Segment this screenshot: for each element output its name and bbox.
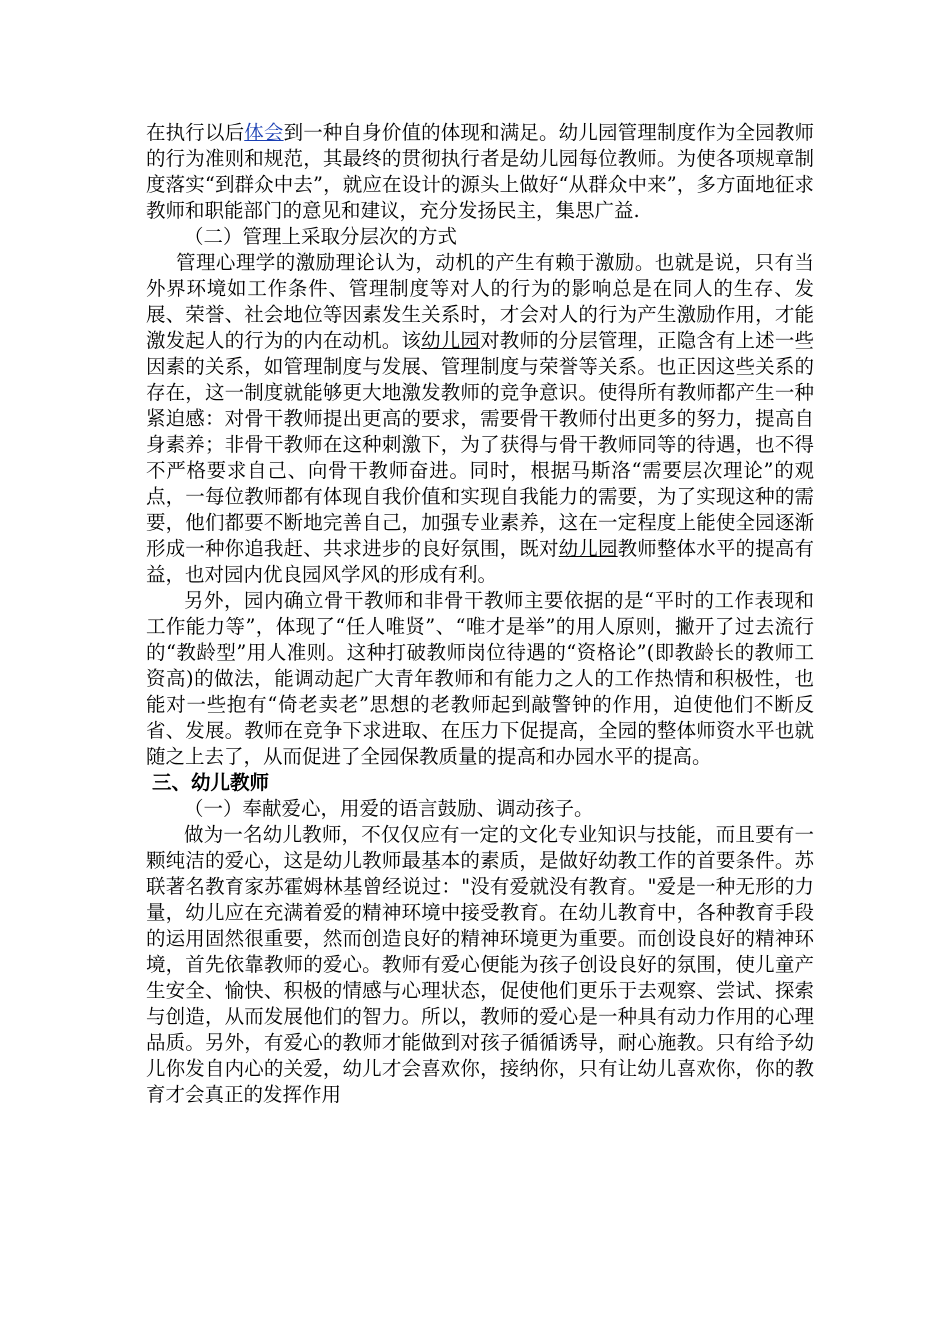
p2-text-a: 管理心理学的激励理论认为，动机的产生有赖于激励。也就是说，只有当外界环境如工作条件、管理制度等对人的行为的影响总是在同人的生存、发展、荣誉、社会地位等因素发生关系时，才会对人的行为产生激励作用，才能激发起人的行为的内在动机。该: [146, 251, 814, 352]
p2-text-b: 对教师的分层管理，正隐含有上述一些因素的关系，如管理制度与发展、管理制度与荣誉等关系。也正因这些关系的存在，这一制度就能够更大地激发教师的竞争意识。使得所有教师都产生一种紧迫感：对骨干教师提出更高的要求，需要骨干教师付出更多的努力，提高自身素养；非骨干教师在这种刺激下，为了获得与骨干教师同等的待遇，也不得不严格要求自己、向骨干教师奋进。同时，根据马斯洛“需要层次理论”的观点，一每位教师都有体现自我价值和实现自我能力的需要，为了实现这种的需要，他们都要不断地完善自己，加强专业素养，这在一定程度上能使全园逐渐形成一种你追我赶、共求进步的良好氛围，既对: [146, 329, 814, 560]
section-heading-teachers: 三、幼儿教师: [152, 771, 270, 794]
p1-text-b: 到一种自身价值的体现和满足。幼儿园管理制度作为全园教师的行为准则和规范，其最终的贯彻执行者是幼儿园每位教师。为使各项规章制度落实“到群众中去”，就应在设计的源头上做好“从群众中来”，多方面地征求教师和职能部门的意见和建议，充分发扬民主，集思广益.: [146, 121, 814, 222]
document-page: [146, 120, 814, 1108]
paragraph-love-education: 做为一名幼儿教师，不仅仅应有一定的文化专业知识与技能，而且要有一颗纯洁的爱心，这是幼儿教师最基本的素质，是做好幼教工作的首要条件。苏联著名教育家苏霍姆林基曾经说过："没有爱就没有教育。"爱是一种无形的力量，幼儿应在充满着爱的精神环境中接受教育。在幼儿教育中，各种教育手段的运用固然很重要，然而创造良好的精神环境更为重要。而创设良好的精神环境，首先依靠教师的爱心。教师有爱心便能为孩子创设良好的氛围，使儿童产生安全、愉快、积极的情感与心理状态，促使他们更乐于去观察、尝试、探索与创造，从而发展他们的智力。所以，教师的爱心是一种具有动力作用的心理品质。另外，有爱心的教师才能做到对孩子循循诱导，耐心施教。只有给予幼儿你发自内心的关爱，幼儿才会喜欢你，接纳你，只有让幼儿喜欢你，你的教育才会真正的发挥作用: [146, 823, 814, 1106]
p1-text-a: 在执行以后: [146, 121, 245, 144]
paragraph-motivation-theory: [146, 250, 814, 588]
p2-text-c: 教师整体水平的提高有益，也对园内优良园风学风的形成有利。: [146, 537, 814, 586]
paragraph-selection-criteria: 另外，园内确立骨干教师和非骨干教师主要依据的是“平时的工作表现和工作能力等”，体现了“任人唯贤”、“唯才是举”的用人原则，撇开了过去流行的“教龄型”用人准则。这种打破教师岗位待遇的“资格论”(即教龄长的教师工资高)的做法，能调动起广大青年教师和有能力之人的工作热情和积极性，也能对一些抱有“倚老卖老”思想的老教师起到敲警钟的作用，迫使他们不断反省、发展。教师在竞争下求进取、在压力下促提高，全园的整体师资水平也就随之上去了，从而促进了全园保教质量的提高和办园水平的提高。: [146, 589, 814, 768]
paragraph-participation: [146, 120, 814, 224]
link-kindergarten-1[interactable]: 幼儿园: [421, 329, 481, 352]
subheading-devotion: （一）奉献爱心，用爱的语言鼓励、调动孩子。: [184, 797, 594, 820]
link-tihui[interactable]: 体会: [244, 121, 284, 144]
subheading-layered-management: （二）管理上采取分层次的方式: [184, 225, 458, 248]
link-kindergarten-2[interactable]: 幼儿园: [558, 537, 618, 560]
